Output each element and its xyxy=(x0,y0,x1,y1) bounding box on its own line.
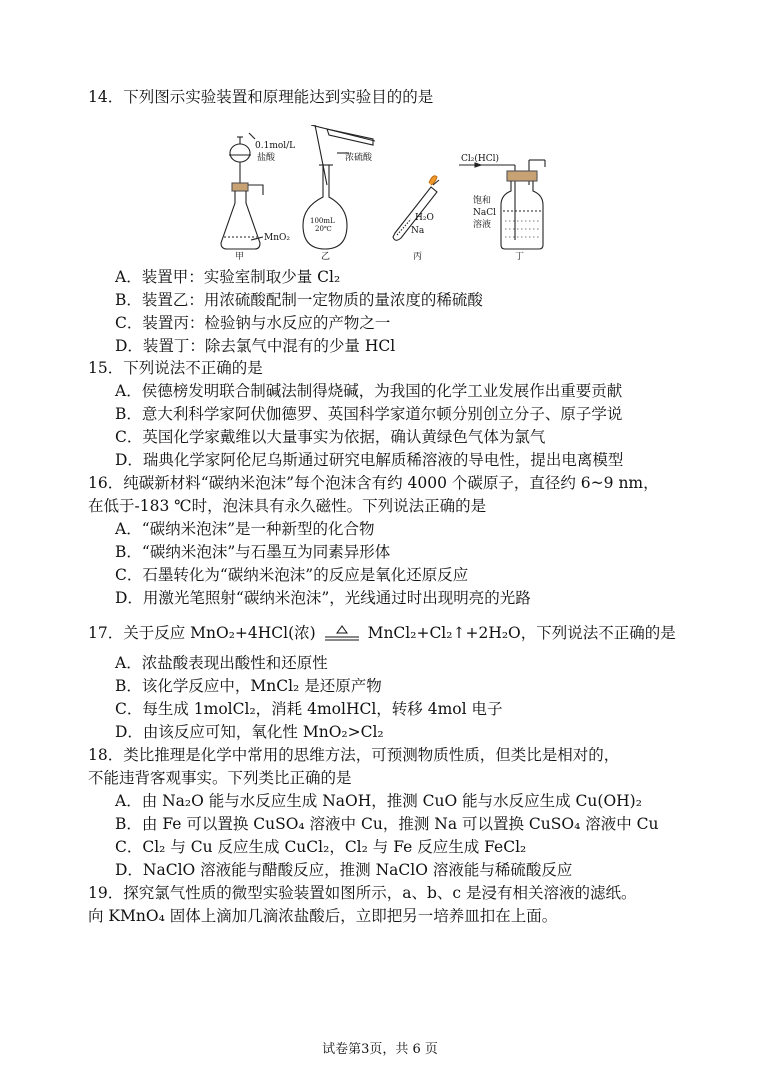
q16-option-a: A．“碳纳米泡沫”是一种新型的化合物 xyxy=(115,520,375,538)
label-na: Na xyxy=(411,226,425,236)
q17-option-d: D．由该反应可知，氧化性 MnO₂>Cl₂ xyxy=(115,723,384,741)
q14-stem: 14．下列图示实验装置和原理能达到实验目的的是 xyxy=(88,88,434,106)
apparatus-yi xyxy=(303,125,375,249)
q14-option-d: D．装置丁：除去氯气中混有的少量 HCl xyxy=(115,337,396,355)
q14-option-a: A．装置甲：实验室制取少量 Cl₂ xyxy=(115,268,341,286)
label-sat-3: 溶液 xyxy=(473,220,492,230)
label-flask-volume: 100mL xyxy=(310,217,335,225)
caption-yi: 乙 xyxy=(321,252,331,260)
q17-option-a: A．浓盐酸表现出酸性和还原性 xyxy=(115,654,328,672)
q18-stem: 18．类比推理是化学中常用的思维方法，可预测物质性质，但类比是相对的， xyxy=(88,746,620,764)
q18-option-d: D．NaClO 溶液能与醋酸反应，推测 NaClO 溶液能与稀硫酸反应 xyxy=(115,861,573,879)
q16-option-d: D．用激光笔照射“碳纳米泡沫”，光线通过时出现明亮的光路 xyxy=(115,589,531,607)
q15-stem: 15．下列说法不正确的是 xyxy=(88,359,263,377)
label-cl2hcl: Cl₂(HCl) xyxy=(461,154,500,164)
q18-option-b: B．由 Fe 可以置换 CuSO₄ 溶液中 Cu，推测 Na 可以置换 CuSO₄ 溶液中 Cu xyxy=(115,815,659,833)
page-footer: 试卷第3页，共 6 页 xyxy=(322,1042,438,1057)
q17-stem xyxy=(88,622,676,644)
q14-apparatus-figure xyxy=(215,125,555,260)
q14-option-c: C．装置丙：检验钠与水反应的产物之一 xyxy=(115,314,391,332)
label-mno2: MnO₂ xyxy=(264,233,290,243)
caption-bing: 丙 xyxy=(413,252,423,260)
q18-option-c: C．Cl₂ 与 Cu 反应生成 CuCl₂，Cl₂ 与 Fe 反应生成 FeCl₂ xyxy=(115,838,527,856)
q16-stem: 16．纯碳新材料“碳纳米泡沫”每个泡沫含有约 4000 个碳原子，直径约 6~9 nm， xyxy=(88,474,659,492)
caption-jia: 甲 xyxy=(235,252,245,260)
label-conc-1: 0.1mol/L xyxy=(255,141,296,151)
q17-stem-right: MnCl₂+Cl₂↑+2H₂O，下列说法不正确的是 xyxy=(367,624,676,642)
q17-option-c: C．每生成 1molCl₂，消耗 4molHCl，转移 4mol 电子 xyxy=(115,700,503,718)
q15-option-a: A．侯德榜发明联合制碱法制得烧碱，为我国的化学工业发展作出重要贡献 xyxy=(115,382,623,400)
q15-option-d: D．瑞典化学家阿伦尼乌斯通过研究电解质稀溶液的导电性，提出电离模型 xyxy=(115,451,624,469)
q16-option-b: B．“碳纳米泡沫”与石墨互为同素异形体 xyxy=(115,543,391,561)
q16-stem-cont: 在低于-183 ℃时，泡沫具有永久磁性。下列说法正确的是 xyxy=(88,497,487,515)
q14-option-b: B．装置乙：用浓硫酸配制一定物质的量浓度的稀硫酸 xyxy=(115,291,483,309)
label-flask-temp: 20℃ xyxy=(315,225,332,233)
label-h2o: H₂O xyxy=(415,213,434,223)
label-sat-1: 饱和 xyxy=(473,196,492,206)
q18-option-a: A．由 Na₂O 能与水反应生成 NaOH，推测 CuO 能与水反应生成 Cu(OH)₂ xyxy=(115,792,642,810)
label-sat-2: NaCl xyxy=(473,208,497,218)
q18-stem-cont: 不能违背客观事实。下列类比正确的是 xyxy=(88,769,352,787)
q17-stem-left: 17．关于反应 MnO₂+4HCl(浓) xyxy=(88,624,316,642)
q19-stem-cont: 向 KMnO₄ 固体上滴加几滴浓盐酸后，立即把另一培养皿扣在上面。 xyxy=(88,907,558,925)
q16-option-c: C．石墨转化为“碳纳米泡沫”的反应是氧化还原反应 xyxy=(115,566,469,584)
label-conc-2: 盐酸 xyxy=(257,153,276,163)
q15-option-c: C．英国化学家戴维以大量事实为依据，确认黄绿色气体为氯气 xyxy=(115,428,546,446)
heating-arrow-icon xyxy=(321,625,363,643)
apparatus-ding xyxy=(459,160,545,249)
q15-option-b: B．意大利科学家阿伏伽德罗、英国科学家道尔顿分别创立分子、原子学说 xyxy=(115,405,623,423)
q19-stem: 19．探究氯气性质的微型实验装置如图所示，a、b、c 是浸有相关溶液的滤纸。 xyxy=(88,884,637,902)
caption-ding: 丁 xyxy=(515,252,525,260)
q17-option-b: B．该化学反应中，MnCl₂ 是还原产物 xyxy=(115,677,382,695)
label-h2so4: 浓硫酸 xyxy=(345,153,373,163)
